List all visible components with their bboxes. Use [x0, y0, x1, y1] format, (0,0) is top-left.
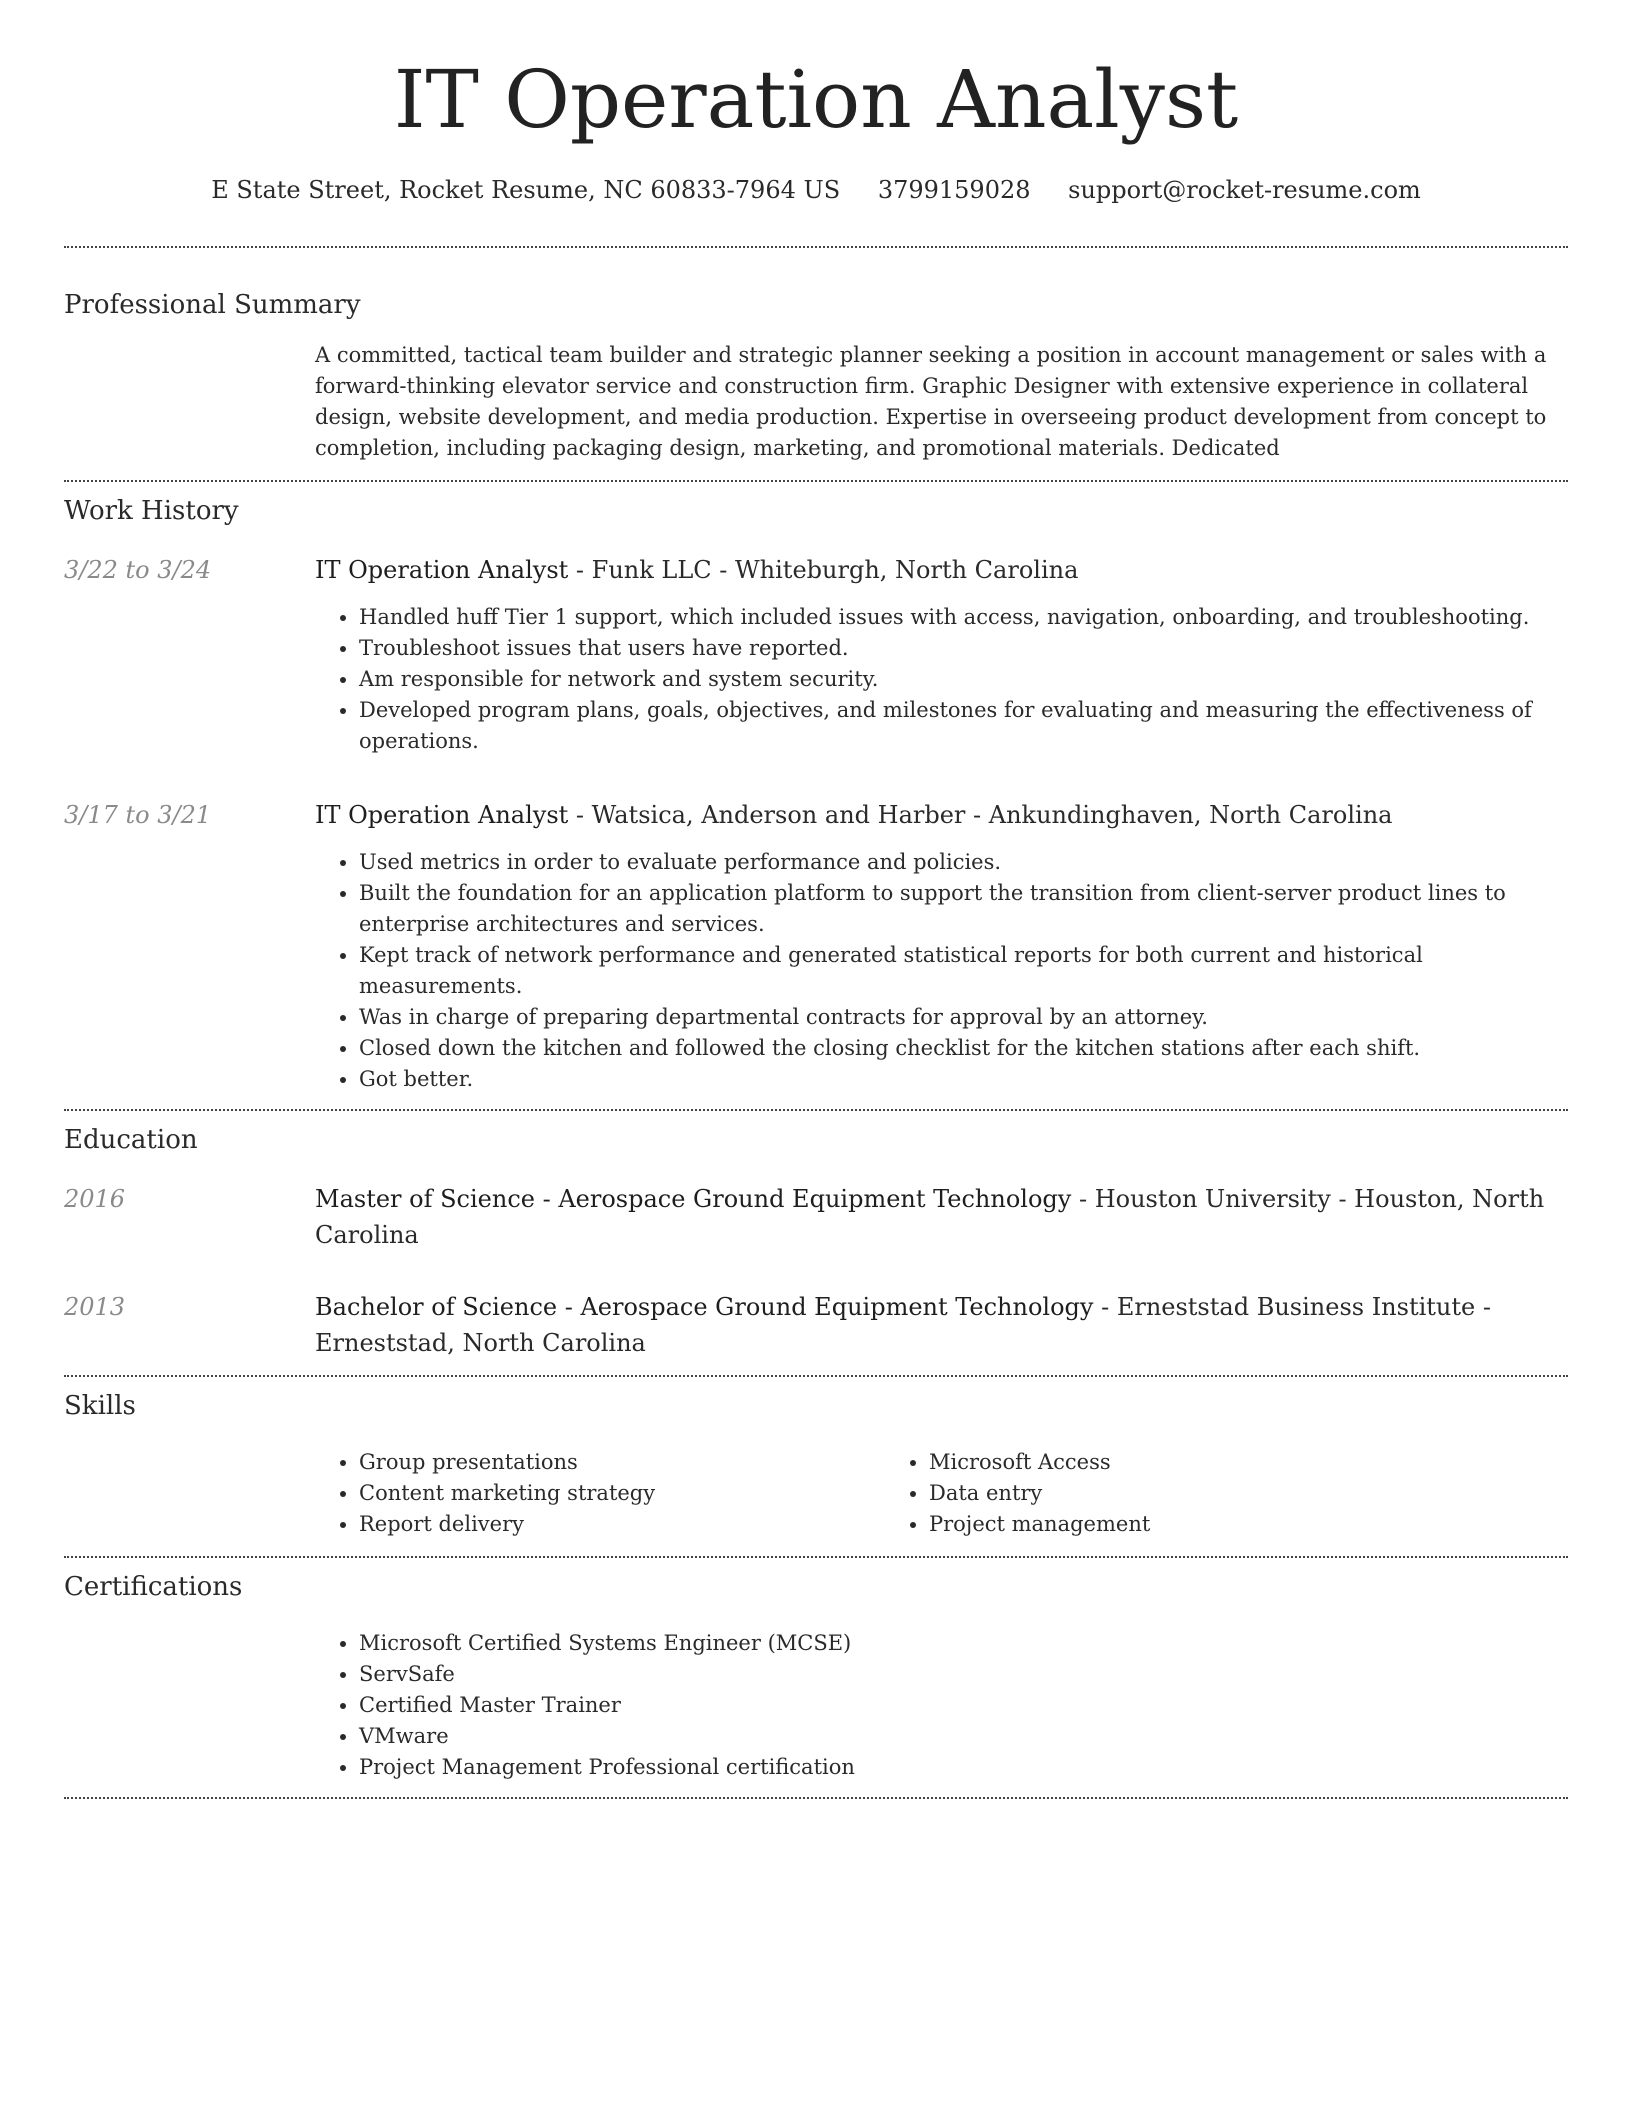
list-item: • Closed down the kitchen and followed the closing checklist for the kitchen stations after each shift.: [359, 1033, 1568, 1064]
certifications-list: [315, 1628, 1568, 1783]
education-degree: Master of Science - Aerospace Ground Equipment Technology: [315, 1185, 1072, 1213]
education-degree: Bachelor of Science - Aerospace Ground Equipment Technology: [315, 1293, 1094, 1321]
list-item: • Handled huff Tier 1 support, which included issues with access, navigation, onboarding, and troubleshooting.: [359, 602, 1568, 633]
section-divider: [64, 246, 1568, 248]
summary-section: [64, 288, 1568, 464]
list-item: • Group presentations: [359, 1447, 885, 1478]
list-item: • Got better.: [359, 1064, 1568, 1095]
education-entry-body: [315, 1181, 1568, 1253]
skills-section: [64, 1377, 1568, 1540]
list-item: • Microsoft Access: [929, 1447, 1568, 1478]
work-entry-body: [315, 552, 1568, 757]
work-entry-body: [315, 797, 1568, 1109]
list-item: • Project Management Professional certification: [359, 1752, 1568, 1783]
education-section: [64, 1111, 1568, 1361]
education-entry-headline: [315, 1289, 1568, 1361]
list-item: • Used metrics in order to evaluate performance and policies.: [359, 847, 1568, 878]
list-item: • Report delivery: [359, 1509, 885, 1540]
list-item: • Developed program plans, goals, objectives, and milestones for evaluating and measuring the effectiveness of operations.: [359, 695, 1568, 757]
skills-grid: [315, 1447, 1568, 1540]
contact-address: E State Street, Rocket Resume, NC 60833-7964 US: [211, 176, 841, 204]
certifications-block: [315, 1628, 1568, 1783]
work-entry-role: IT Operation Analyst: [315, 556, 569, 584]
resume-name: IT Operation Analyst: [393, 53, 1239, 146]
work-entry-bullets: [315, 847, 1568, 1095]
education-entry-date: 2016: [64, 1185, 126, 1213]
certifications-section: [64, 1558, 1568, 1783]
contact-phone: 3799159028: [877, 176, 1031, 204]
list-item: • Microsoft Certified Systems Engineer (MCSE): [359, 1628, 1568, 1659]
education-entry-body: [315, 1289, 1568, 1361]
list-item: • Built the foundation for an application platform to support the transition from client-server product lines to enterprise architectures and services.: [359, 878, 1568, 940]
work-entry-headline: [315, 552, 1568, 588]
work-entry-role: IT Operation Analyst: [315, 801, 569, 829]
work-entry-date: 3/17 to 3/21: [64, 801, 212, 829]
list-item: • Data entry: [929, 1478, 1568, 1509]
summary-text: A committed, tactical team builder and strategic planner seeking a position in account management or sales with a forward-thinking elevator service and construction firm. Graphic Designer with extensive experience in collateral design, website development, and media production. Expertise in overseeing product development from concept to completion, including packaging design, marketing, and promotional materials. Dedicated: [315, 343, 1547, 460]
summary-heading: Professional Summary: [64, 290, 361, 320]
skills-column-right: [885, 1447, 1568, 1540]
work-history-section: [64, 482, 1568, 1109]
work-entry: [64, 552, 1568, 757]
list-item: • Was in charge of preparing departmental contracts for approval by an attorney.: [359, 1002, 1568, 1033]
section-divider: [64, 1797, 1568, 1799]
list-item: • Kept track of network performance and generated statistical reports for both current and historical measurements.: [359, 940, 1568, 1002]
work-entry-bullets: [315, 602, 1568, 757]
work-entry-headline: [315, 797, 1568, 833]
list-item: • Troubleshoot issues that users have reported.: [359, 633, 1568, 664]
list-item: • Certified Master Trainer: [359, 1690, 1568, 1721]
list-item: • VMware: [359, 1721, 1568, 1752]
work-entry: [64, 797, 1568, 1109]
education-entry: [64, 1289, 1568, 1361]
certifications-heading: Certifications: [64, 1572, 243, 1602]
skills-heading: Skills: [64, 1391, 136, 1421]
list-item: • Content marketing strategy: [359, 1478, 885, 1509]
list-item: • Am responsible for network and system security.: [359, 664, 1568, 695]
education-heading: Education: [64, 1125, 198, 1155]
work-history-heading: Work History: [64, 496, 239, 526]
contact-email: support@rocket-resume.com: [1068, 176, 1421, 204]
contact-line: [64, 174, 1568, 206]
list-item: • Project management: [929, 1509, 1568, 1540]
education-entry-headline: [315, 1181, 1568, 1253]
work-entry-details: - Funk LLC - Whiteburgh, North Carolina: [568, 556, 1079, 584]
work-entry-details: - Watsica, Anderson and Harber - Ankundinghaven, North Carolina: [568, 801, 1393, 829]
education-details: - Erneststad Business Institute - Erneststad, North Carolina: [315, 1293, 1491, 1357]
list-item: • ServSafe: [359, 1659, 1568, 1690]
education-entry: [64, 1181, 1568, 1253]
skills-column-left: [315, 1447, 885, 1540]
education-entry-date: 2013: [64, 1293, 126, 1321]
education-details: - Houston University - Houston, North Carolina: [315, 1185, 1545, 1249]
work-entry-date: 3/22 to 3/24: [64, 556, 212, 584]
